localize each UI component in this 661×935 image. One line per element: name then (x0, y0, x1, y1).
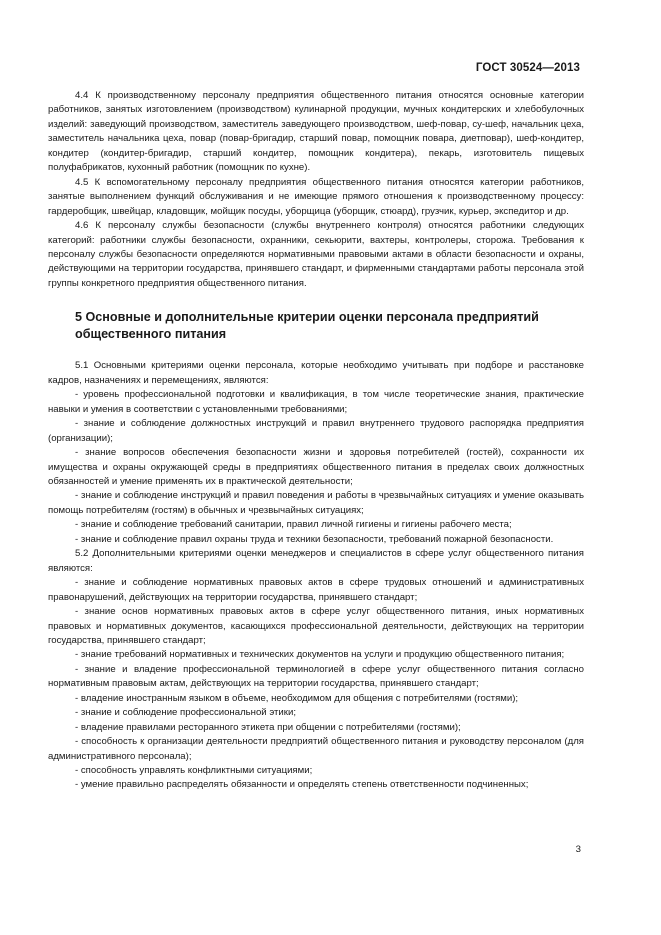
paragraph-4-4: 4.4 К производственному персоналу предприятия общественного питания относятся основные категории работников, занятых изготовлением (производством) кулинарной продукции, мучных кондитерских и хлебобулочных изделий: заведующий производством, заместитель заведующего производством, шеф-повар, су-шеф, начальник цеха, заместитель начальника цеха, повар (повар-бригадир, старший повар, помощник повара, диетповар), шеф-кондитер, кондитер (кондитер-бригадир, старший кондитер, помощник кондитера), пекарь, изготовитель пищевых полуфабрикатов, кухонный работник (помощник по кухне). (48, 90, 584, 174)
list-item: - знание вопросов обеспечения безопасности жизни и здоровья потребителей (гостей), сохранности их имущества и охраны окружающей среды в предприятиях общественного питания в пределах своих должностных обязанностей и умение применять их в практической деятельности; (48, 447, 584, 487)
list-item: - владение иностранным языком в объеме, необходимом для общения с потребителями (гостями); (75, 692, 519, 704)
list-item: - способность к организации деятельности предприятий общественного питания и руководству персоналом (для административного персонала); (48, 736, 584, 762)
list-item: - знание и соблюдение нормативных правовых актов в сфере трудовых отношений и административных правонарушений, действующих на территории государства, принявшего стандарт; (48, 577, 584, 603)
list-item: - знание и соблюдение инструкций и правил поведения и работы в чрезвычайных ситуациях и умение оказывать помощь потребителям (гостям) в обычных и чрезвычайных ситуациях; (48, 490, 584, 516)
list-item: - умение правильно распределять обязанности и определять степень ответственности подчиненных; (75, 779, 529, 791)
list-item: - знание и соблюдение должностных инструкций и правил внутреннего трудового распорядка предприятия (организации); (48, 418, 584, 444)
page-number: 3 (575, 844, 581, 855)
list-item: - знание основ нормативных правовых актов в сфере услуг общественного питания, иных нормативных правовых и нормативных документов, касающихся профессиональной деятельности, действующих на территории государства, принявшего стандарт; (48, 606, 584, 646)
list-item: - знание и соблюдение требований санитарии, правил личной гигиены и гигиены рабочего места; (75, 519, 512, 531)
paragraph-5-1: 5.1 Основными критериями оценки персонала, которые необходимо учитывать при подборе и расстановке кадров, назначениях и перемещениях, являются: (48, 360, 584, 386)
list-item: - знание требований нормативных и технических документов на услуги и продукцию общественного питания; (75, 649, 565, 661)
list-item: - уровень профессиональной подготовки и квалификация, в том числе теоретические знания, практические навыки и умения в соответствии с установленными требованиями; (48, 389, 584, 415)
paragraph-4-6: 4.6 К персоналу службы безопасности (службы внутреннего контроля) относятся работники следующих категорий: работники службы безопасности, охранники, секьюрити, вахтеры, контролеры, сторожа. Требования к персоналу службы безопасности определяются нормативными правовыми актами в области безопасности и охраны, действующими на территории государства, принявшего стандарт, и фирменными стандартами работы персонала этой группы конкретного предприятия общественного питания. (48, 220, 584, 289)
list-item: - способность управлять конфликтными ситуациями; (75, 765, 313, 777)
list-item: - знание и соблюдение правил охраны труда и техники безопасности, требований пожарной безопасности. (75, 533, 554, 545)
section-title: 5 Основные и дополнительные критерии оценки персонала предприятий общественного питания (75, 310, 539, 342)
document-header: ГОСТ 30524—2013 (475, 62, 580, 74)
paragraph-5-2: 5.2 Дополнительными критериями оценки менеджеров и специалистов в сфере услуг общественного питания являются: (48, 548, 584, 574)
paragraph-4-5: 4.5 К вспомогательному персоналу предприятия общественного питания относятся категории работников, занятые выполнением функций обслуживания и не имеющие прямого отношения к производственному процессу: гардеробщик, швейцар, кладовщик, мойщик посуды, уборщица (уборщик, стюард), грузчик, курьер, экспедитор и др. (48, 176, 584, 217)
list-item: - знание и соблюдение профессиональной этики; (75, 707, 296, 719)
list-item: - знание и владение профессиональной терминологией в сфере услуг общественного питания согласно нормативным правовым актам, действующих на территории государства, принявшего стандарт; (48, 663, 584, 690)
document-body (48, 89, 584, 793)
list-item: - владение правилами ресторанного этикета при общении с потребителями (гостями); (75, 721, 461, 733)
